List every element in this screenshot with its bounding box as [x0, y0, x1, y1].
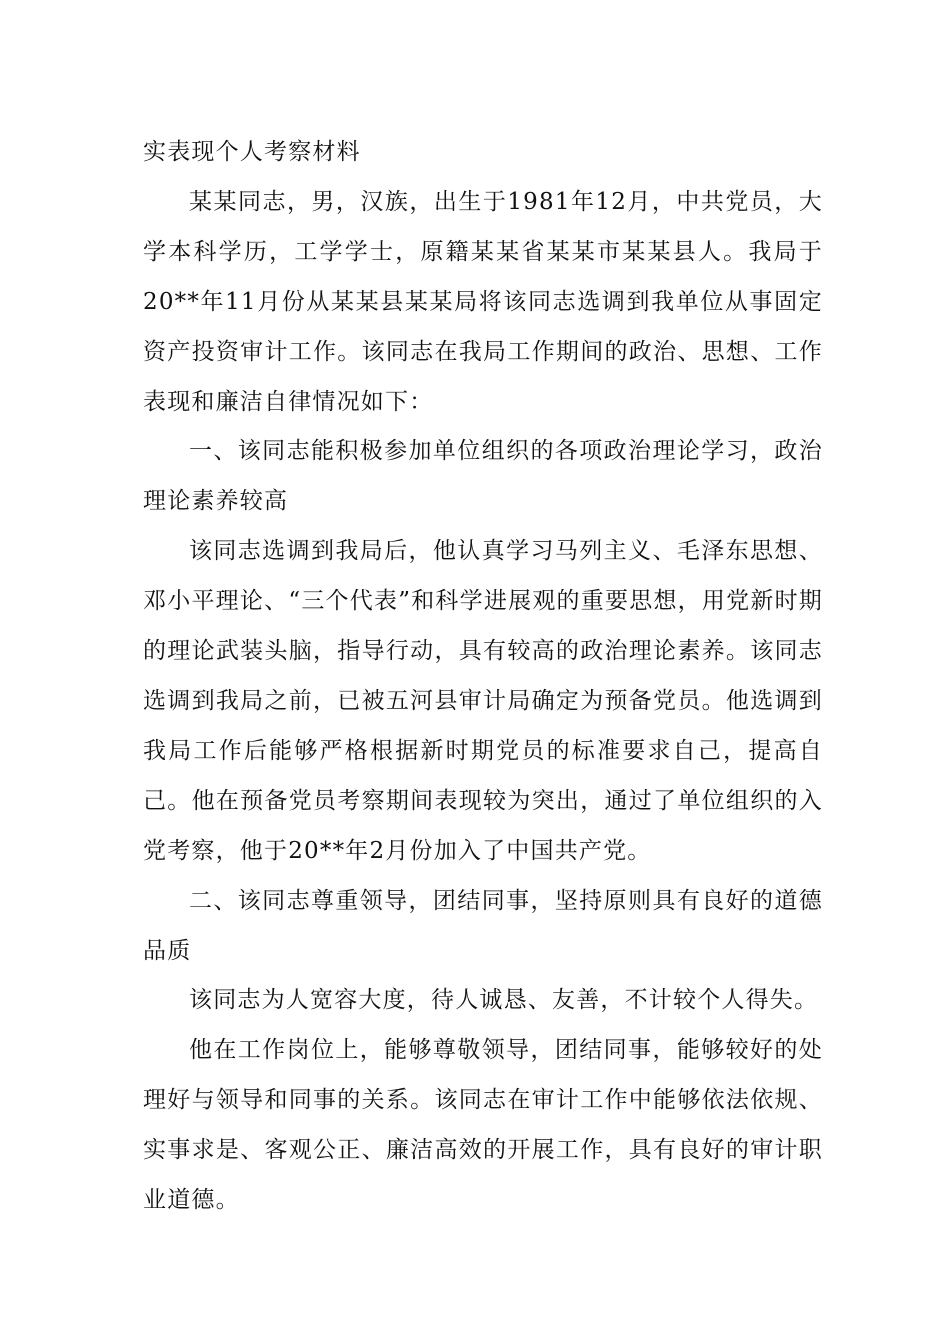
- paragraph-section-2-body-1: 该同志为人宽容大度，待人诚恳、友善，不计较个人得失。: [189, 987, 819, 1014]
- paragraph-section-1-body: 该同志选调到我局后，他认真学习马列主义、毛泽东思想、邓小平理论、“三个代表”和科学进展观的重要思想，用党新时期的理论武装头脑，指导行动，具有较高的政治理论素养。该同志选调到我局之前，已被五河县审计局确定为预备党员。他选调到我局工作后能够严格根据新时期党员的标准要求自己，提高自己。他在预备党员考察期间表现较为突出，通过了单位组织的入党考察，他于20**年2月份加入了中国共产党。: [143, 538, 823, 864]
- paragraph-section-2-heading: 二、该同志尊重领导，团结同事，坚持原则具有良好的道德品质: [143, 887, 823, 964]
- paragraph-section-2-body-2: 他在工作岗位上，能够尊敬领导，团结同事，能够较好的处理好与领导和同事的关系。该同志在审计工作中能够依法依规、实事求是、客观公正、廉洁高效的开展工作，具有良好的审计职业道德。: [143, 1037, 823, 1214]
- document-body: [143, 128, 823, 1226]
- document-title: 实表现个人考察材料: [143, 139, 361, 165]
- paragraph-intro: 某某同志，男，汉族，出生于1981年12月，中共党员，大学本科学历，工学学士，原籍某某省某某市某某县人。我局于20**年11月份从某某县某某局将该同志选调到我单位从事固定资产投资审计工作。该同志在我局工作期间的政治、思想、工作表现和廉洁自律情况如下：: [143, 188, 823, 415]
- paragraph-section-1-heading: 一、该同志能积极参加单位组织的各项政治理论学习，政治理论素养较高: [143, 438, 823, 515]
